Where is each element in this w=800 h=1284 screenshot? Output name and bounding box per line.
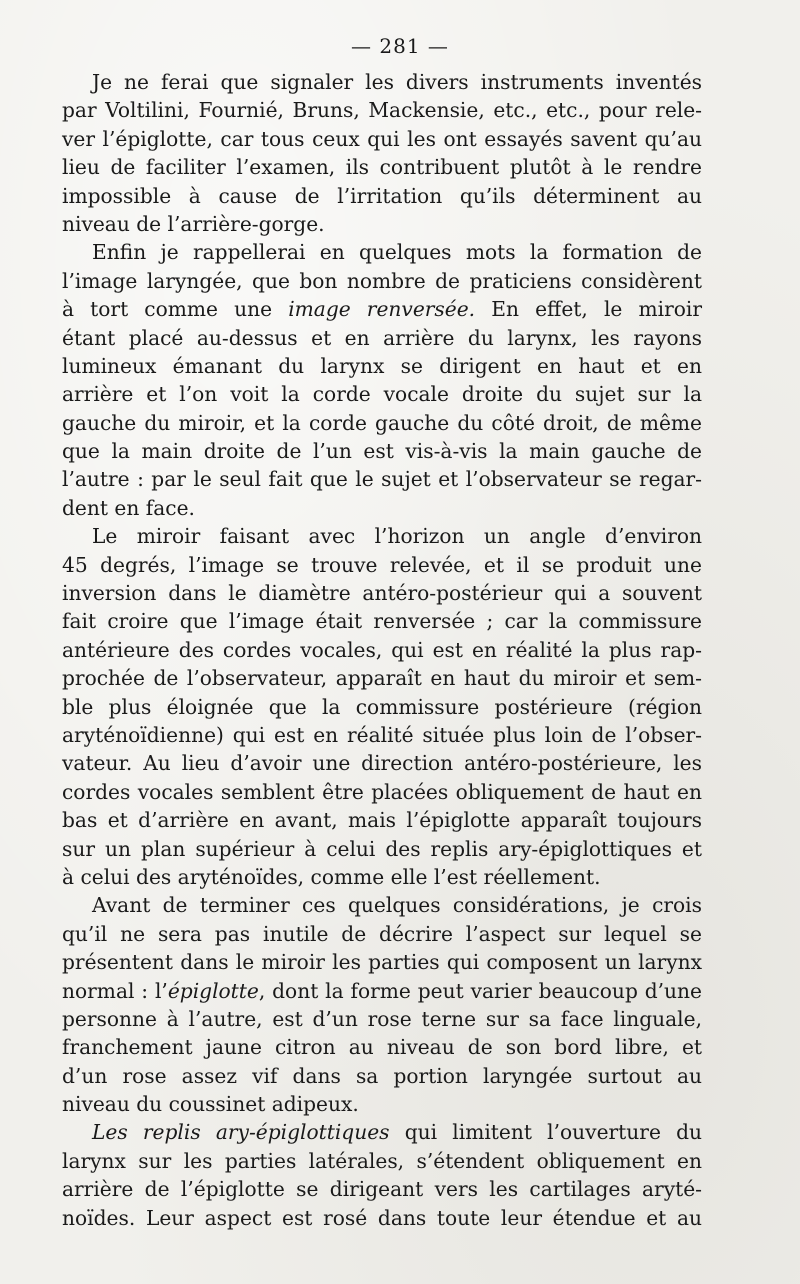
text-run: qui limitent l’ouverture du <box>389 1120 702 1145</box>
paragraph <box>62 1118 702 1232</box>
page-number: — 281 — <box>351 34 449 58</box>
text-line <box>62 778 702 806</box>
text-run: larynx sur les parties latérales, s’étendent obliquement en <box>62 1148 702 1173</box>
text-run: ver l’épiglotte, car tous ceux qui les ont essayés savent qu’au <box>62 126 702 151</box>
text-run: prochée de l’observateur, apparaît en haut du miroir et sem- <box>62 666 702 691</box>
text-run: vateur. Au lieu d’avoir une direction antéro-postérieure, les <box>62 751 702 776</box>
text-run: Je ne ferai que signaler les divers instruments inventés <box>92 70 702 94</box>
italic-text: Les replis ary-épiglottiques <box>92 1120 390 1145</box>
text-run: par Voltilini, Fournié, Bruns, Mackensie, etc., etc., pour rele- <box>62 98 702 123</box>
text-run: En effet, le miroir <box>475 297 702 322</box>
text-run: franchement jaune citron au niveau de son bord libre, et <box>62 1035 702 1060</box>
text-line <box>62 352 702 380</box>
text-line <box>62 96 702 124</box>
text-run: lumineux émanant du larynx se dirigent en haut et en <box>62 353 702 378</box>
text-run: à tort comme une <box>62 297 289 322</box>
text-run: à celui des aryténoïdes, comme elle l’est réellement. <box>62 864 601 889</box>
text-line <box>62 551 702 579</box>
text-run: fait croire que l’image était renversée ; car la commissure <box>62 609 702 634</box>
text-line <box>62 607 702 635</box>
text-line <box>62 636 702 664</box>
text-line <box>62 749 702 777</box>
text-run: antérieure des cordes vocales, qui est en réalité la plus rap- <box>62 637 702 662</box>
text-line <box>62 977 702 1005</box>
text-run: qu’il ne sera pas inutile de décrire l’aspect sur lequel se <box>62 921 702 946</box>
body-text <box>62 68 702 1232</box>
text-run: dent en face. <box>62 495 195 520</box>
text-run: niveau du coussinet adipeux. <box>62 1092 359 1117</box>
text-line <box>62 1147 702 1175</box>
text-line <box>62 68 702 96</box>
text-line <box>62 891 702 919</box>
text-run: bas et d’arrière en avant, mais l’épiglotte apparaît toujours <box>62 808 702 833</box>
text-run: ble plus éloignée que la commissure postérieure (région <box>62 694 702 719</box>
text-line <box>62 125 702 153</box>
text-run: Avant de terminer ces quelques considérations, je crois <box>92 893 702 918</box>
text-line <box>62 1118 702 1146</box>
text-line <box>62 267 702 295</box>
text-line <box>62 1033 702 1061</box>
text-line <box>62 1090 702 1118</box>
text-run: Le miroir faisant avec l’horizon un angle d’environ <box>92 524 702 549</box>
text-run: étant placé au-dessus et en arrière du larynx, les rayons <box>62 325 702 350</box>
text-line <box>62 1005 702 1033</box>
text-run: noïdes. Leur aspect est rosé dans toute leur étendue et au <box>62 1205 702 1230</box>
text-run: inversion dans le diamètre antéro-postérieur qui a souvent <box>62 581 702 606</box>
italic-text: épiglotte <box>167 978 259 1003</box>
text-line <box>62 437 702 465</box>
text-run: sur un plan supérieur à celui des replis ary-épiglottiques et <box>62 836 702 861</box>
text-run: lieu de faciliter l’examen, ils contribuent plutôt à le rendre <box>62 155 702 180</box>
text-line <box>62 664 702 692</box>
text-line <box>62 721 702 749</box>
text-run: d’un rose assez vif dans sa portion laryngée surtout au <box>62 1063 702 1088</box>
text-line <box>62 806 702 834</box>
text-run: arrière de l’épiglotte se dirigeant vers les cartilages aryté- <box>62 1177 702 1202</box>
text-line <box>62 295 702 323</box>
text-run: cordes vocales semblent être placées obliquement de haut en <box>62 779 702 804</box>
text-line <box>62 1204 702 1232</box>
text-line <box>62 210 702 238</box>
text-line <box>62 1062 702 1090</box>
text-run: 45 degrés, l’image se trouve relevée, et il se produit une <box>62 552 702 577</box>
text-line <box>62 494 702 522</box>
text-line <box>62 693 702 721</box>
text-run: l’image laryngée, que bon nombre de praticiens considèrent <box>62 268 702 293</box>
text-line <box>62 182 702 210</box>
text-run: normal : l’ <box>62 978 168 1003</box>
text-line <box>62 380 702 408</box>
text-run: que la main droite de l’un est vis-à-vis la main gauche de <box>62 439 702 464</box>
text-run: aryténoïdienne) qui est en réalité située plus loin de l’obser- <box>62 722 702 747</box>
text-run: , dont la forme peut varier beaucoup d’une <box>258 978 703 1003</box>
text-line <box>62 863 702 891</box>
text-line <box>62 948 702 976</box>
paragraph <box>62 522 702 891</box>
text-line <box>62 153 702 181</box>
text-line <box>62 920 702 948</box>
text-line <box>62 1175 702 1203</box>
text-run: Enfin je rappellerai en quelques mots la formation de <box>92 240 702 265</box>
text-run: impossible à cause de l’irritation qu’ils déterminent au <box>62 183 702 208</box>
text-line <box>62 465 702 493</box>
paragraph <box>62 238 702 522</box>
italic-text: image renversée. <box>288 297 476 322</box>
paragraph <box>62 891 702 1118</box>
text-run: arrière et l’on voit la corde vocale droite du sujet sur la <box>62 382 702 407</box>
text-line <box>62 522 702 550</box>
text-run: gauche du miroir, et la corde gauche du côté droit, de même <box>62 410 702 435</box>
text-line <box>62 579 702 607</box>
text-run: présentent dans le miroir les parties qui composent un larynx <box>62 950 702 975</box>
text-line <box>62 409 702 437</box>
text-line <box>62 238 702 266</box>
text-run: niveau de l’arrière-gorge. <box>62 211 325 236</box>
text-run: l’autre : par le seul fait que le sujet et l’observateur se regar- <box>62 467 702 492</box>
paragraph <box>62 68 702 238</box>
text-line <box>62 324 702 352</box>
text-line <box>62 835 702 863</box>
text-run: personne à l’autre, est d’un rose terne sur sa face linguale, <box>62 1006 702 1031</box>
